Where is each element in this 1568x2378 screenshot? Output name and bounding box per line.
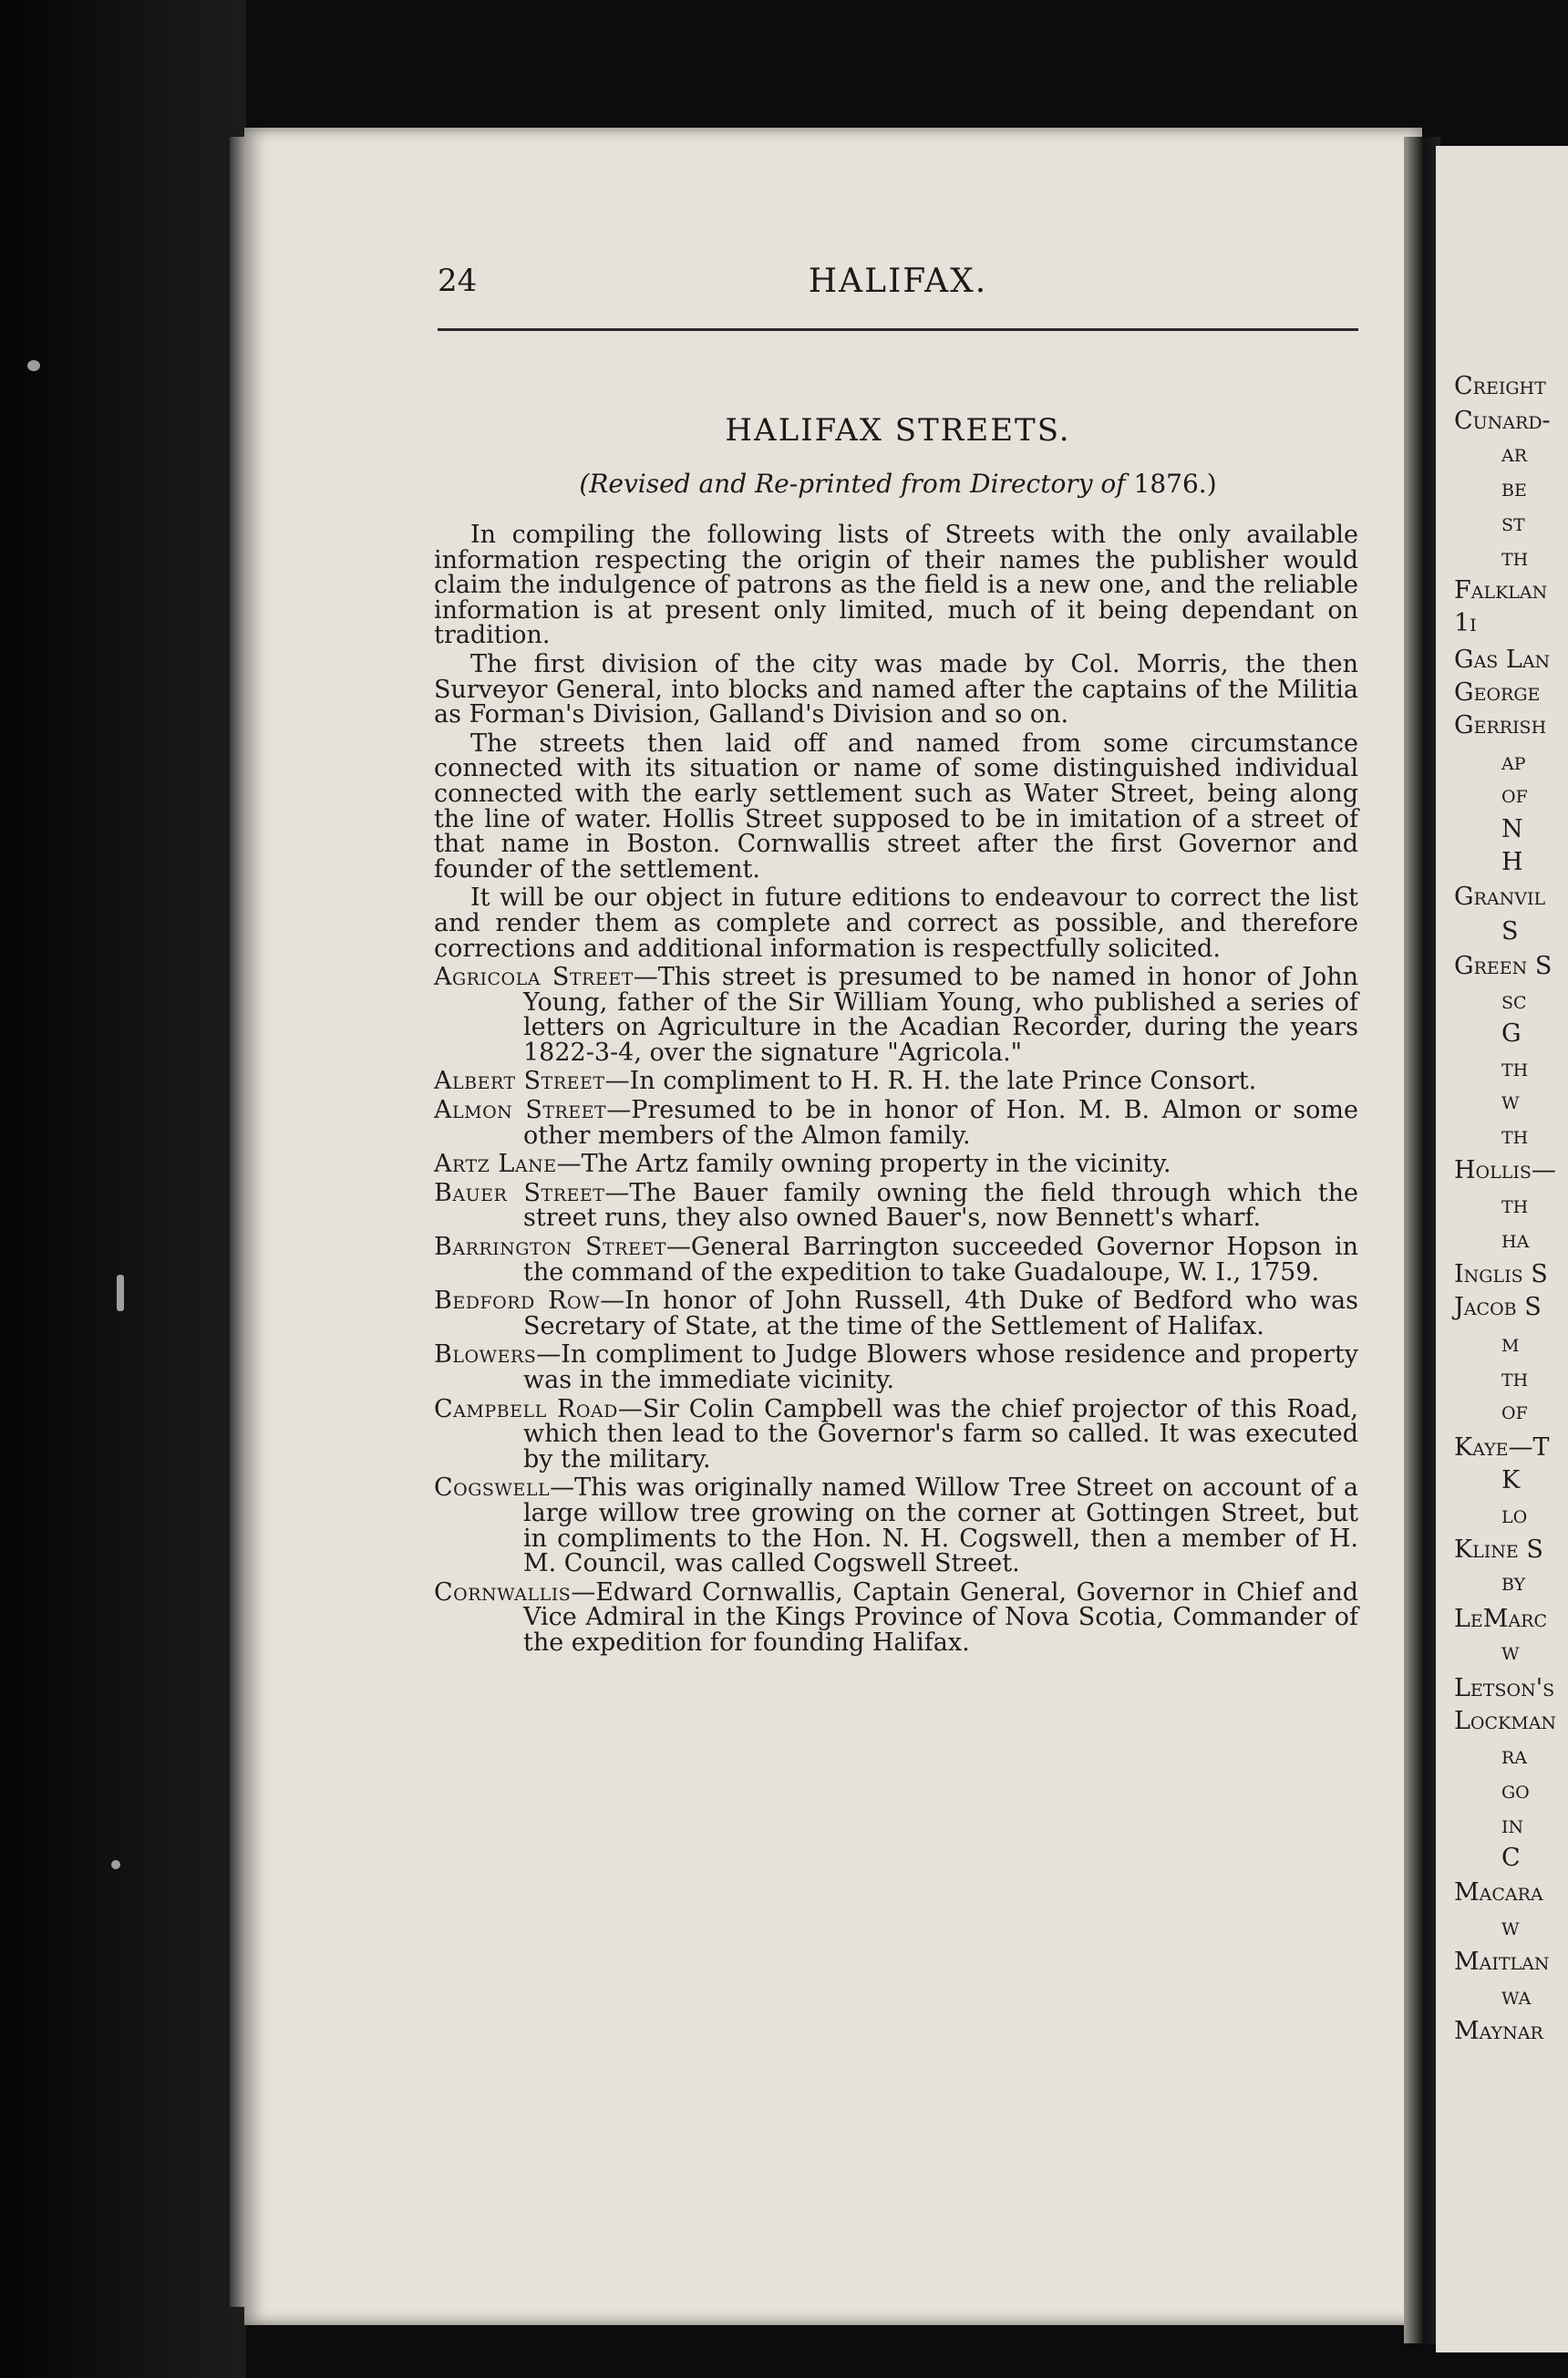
adjacent-page	[1436, 146, 1568, 2352]
adjacent-page-fragment: w	[1501, 1087, 1520, 1115]
adjacent-page-fragment: Maynar	[1454, 2017, 1543, 2045]
street-name: Blowers	[434, 1340, 537, 1370]
subtitle-year: 1876.)	[1133, 469, 1217, 499]
street-name: Campbell Road	[434, 1394, 618, 1423]
adjacent-page-fragment: go	[1501, 1776, 1530, 1804]
adjacent-page-fragment: th	[1501, 1122, 1529, 1150]
street-entry	[434, 1178, 1358, 1233]
adjacent-page-fragment: G	[1501, 1019, 1522, 1048]
adjacent-page-fragment: th	[1501, 543, 1529, 572]
adjacent-page-fragment: of	[1501, 1397, 1528, 1425]
street-description: —This was originally named Willow Tree Street on account of a large willow tree growing on the corner at Gottingen Street, but in compliments to the Hon. N. H. Cogswell, then a member of H. M. Council, was called Cogswell Street.	[523, 1473, 1358, 1578]
adjacent-page-fragment: Macara	[1454, 1878, 1543, 1907]
street-entry	[434, 1288, 1358, 1339]
adjacent-page-fragment: Kaye—T	[1454, 1433, 1550, 1462]
street-entry	[434, 1342, 1358, 1392]
street-description: —This street is presumed to be named in honor of John Young, father of the Sir William Young, who published a series of letters on Agriculture in the Acadian Recorder, during the years 1822-3-4, over the signature "Agricola."	[523, 963, 1358, 1067]
film-border	[0, 0, 246, 2378]
adjacent-page-fragment: K	[1501, 1466, 1521, 1494]
film-speck	[27, 360, 40, 371]
adjacent-page-fragment: wa	[1501, 1982, 1532, 2011]
adjacent-page-fragment: ra	[1501, 1742, 1528, 1770]
running-title: HALIFAX.	[808, 263, 988, 300]
adjacent-page-fragment: th	[1501, 1054, 1529, 1082]
adjacent-page-fragment: Gerrish	[1454, 711, 1547, 739]
adjacent-page-fragment: 1i	[1454, 609, 1477, 637]
adjacent-page-fragment: Falklan	[1454, 576, 1548, 605]
street-description: —In compliment to Judge Blowers whose residence and property was in the immediate vicinity.	[523, 1340, 1358, 1394]
adjacent-page-fragment: be	[1501, 474, 1527, 502]
adjacent-page-fragment: Green S	[1454, 952, 1553, 980]
film-speck	[117, 1275, 124, 1311]
subtitle-text: (Revised and Re-printed from Directory of	[579, 469, 1134, 499]
adjacent-page-fragment: st	[1501, 509, 1525, 537]
intro-paragraph: It will be our object in future editions to endeavour to correct the list and render them as complete and correct as possible, and therefore corrections and additional information is respectfully solicited.	[434, 884, 1358, 963]
adjacent-page-fragment: LeMarc	[1454, 1605, 1548, 1633]
adjacent-page-fragment: S	[1501, 917, 1519, 946]
adjacent-page-fragment: Hollis—	[1454, 1156, 1556, 1184]
street-name: Cogswell	[434, 1473, 551, 1503]
section-subtitle	[438, 469, 1358, 499]
adjacent-page-fragment: ar	[1501, 439, 1528, 468]
street-entry	[434, 965, 1358, 1065]
street-name: Barrington Street	[434, 1233, 666, 1262]
page-header	[438, 263, 1358, 317]
street-name: Albert Street	[434, 1067, 605, 1096]
street-name: Bedford Row	[434, 1287, 601, 1316]
street-description: —Edward Cornwallis, Captain General, Governor in Chief and Vice Admiral in the Kings Province of Nova Scotia, Commander of the expedition for founding Halifax.	[523, 1577, 1358, 1657]
adjacent-page-fragment: Maitlan	[1454, 1948, 1550, 1976]
street-entry	[434, 1152, 1358, 1177]
adjacent-page-fragment: C	[1501, 1844, 1521, 1872]
adjacent-page-fragment: George	[1454, 678, 1541, 707]
adjacent-page-fragment: lo	[1501, 1501, 1528, 1529]
street-name: Almon Street	[434, 1096, 607, 1125]
adjacent-page-fragment: sc	[1501, 987, 1527, 1015]
adjacent-page-fragment: w	[1501, 1913, 1520, 1941]
street-entry	[434, 1098, 1358, 1148]
adjacent-page-fragment: Lockman	[1454, 1707, 1557, 1735]
street-entry	[434, 1475, 1358, 1576]
street-description: —The Bauer family owning the field through which the street runs, they also owned Bauer's, now Bennett's wharf.	[523, 1178, 1358, 1233]
street-name: Bauer Street	[434, 1178, 605, 1207]
adjacent-page-fragment: Gas Lan	[1454, 646, 1551, 674]
street-description: —The Artz family owning property in the vicinity.	[556, 1150, 1171, 1179]
adjacent-page-fragment: ap	[1501, 748, 1526, 776]
street-entry	[434, 1394, 1358, 1473]
section-title: HALIFAX STREETS.	[725, 412, 1071, 449]
street-name: Agricola Street	[434, 963, 634, 992]
street-description: —General Barrington succeeded Governor Hopson in the command of the expedition to take Guadaloupe, W. I., 1759.	[523, 1233, 1359, 1287]
street-name: Cornwallis	[434, 1577, 572, 1607]
street-entry	[434, 1577, 1358, 1657]
street-entry	[434, 1235, 1358, 1285]
street-description: —Presumed to be in honor of Hon. M. B. Almon or some other members of the Almon family.	[523, 1096, 1358, 1150]
adjacent-page-fragment: in	[1501, 1811, 1524, 1839]
adjacent-page-fragment: th	[1501, 1364, 1529, 1392]
adjacent-page-fragment: Creight	[1454, 372, 1546, 400]
adjacent-page-fragment: of	[1501, 781, 1528, 809]
intro-paragraph: The first division of the city was made by Col. Morris, the then Surveyor General, into blocks and named after the captains of the Militia as Forman's Division, Galland's Division and so on.	[434, 649, 1358, 729]
adjacent-page-fragment: ha	[1501, 1225, 1530, 1254]
adjacent-page-fragment: N	[1501, 815, 1523, 843]
body-text	[434, 522, 1358, 1659]
adjacent-page-fragment: Inglis S	[1454, 1260, 1548, 1288]
intro-paragraph: The streets then laid off and named from some circumstance connected with its situation or name of some distinguished individual connected with the early settlement such as Water Street, being along the line of water. Hollis Street supposed to be in imitation of a street of that name in Boston. Cornwallis street after the first Governor and founder of the settlement.	[434, 729, 1358, 884]
street-entry	[434, 1069, 1358, 1094]
adjacent-page-fragment: by	[1501, 1568, 1526, 1597]
adjacent-page-fragment: w	[1501, 1638, 1520, 1666]
street-description: —In honor of John Russell, 4th Duke of Bedford who was Secretary of State, at the time of the Settlement of Halifax.	[523, 1287, 1358, 1340]
adjacent-page-fragment: m	[1501, 1329, 1520, 1358]
adjacent-page-fragment: Letson's	[1454, 1674, 1555, 1702]
intro-paragraph: In compiling the following lists of Streets with the only available information respecting the origin of their names the publisher would claim the indulgence of patrons as the field is a new one, and the reliable information is at present only limited, much of it being dependant on tradition.	[434, 521, 1358, 650]
street-description: —In compliment to H. R. H. the late Prince Consort.	[604, 1067, 1257, 1096]
film-speck	[111, 1860, 120, 1869]
adjacent-page-fragment: Cunard-	[1454, 407, 1551, 435]
adjacent-page-fragment: H	[1501, 848, 1523, 876]
header-rule	[438, 328, 1358, 331]
page-number: 24	[438, 263, 478, 299]
adjacent-page-fragment: Jacob S	[1454, 1293, 1542, 1321]
adjacent-page-fragment: th	[1501, 1191, 1529, 1219]
adjacent-page-fragment: Granvil	[1454, 883, 1546, 911]
adjacent-page-fragment: Kline S	[1454, 1535, 1543, 1564]
book-gutter	[1404, 137, 1440, 2343]
street-name: Artz Lane	[434, 1150, 557, 1179]
street-description: —Sir Colin Campbell was the chief projector of this Road, which then lead to the Governor's farm so called. It was executed by the military.	[523, 1394, 1358, 1473]
